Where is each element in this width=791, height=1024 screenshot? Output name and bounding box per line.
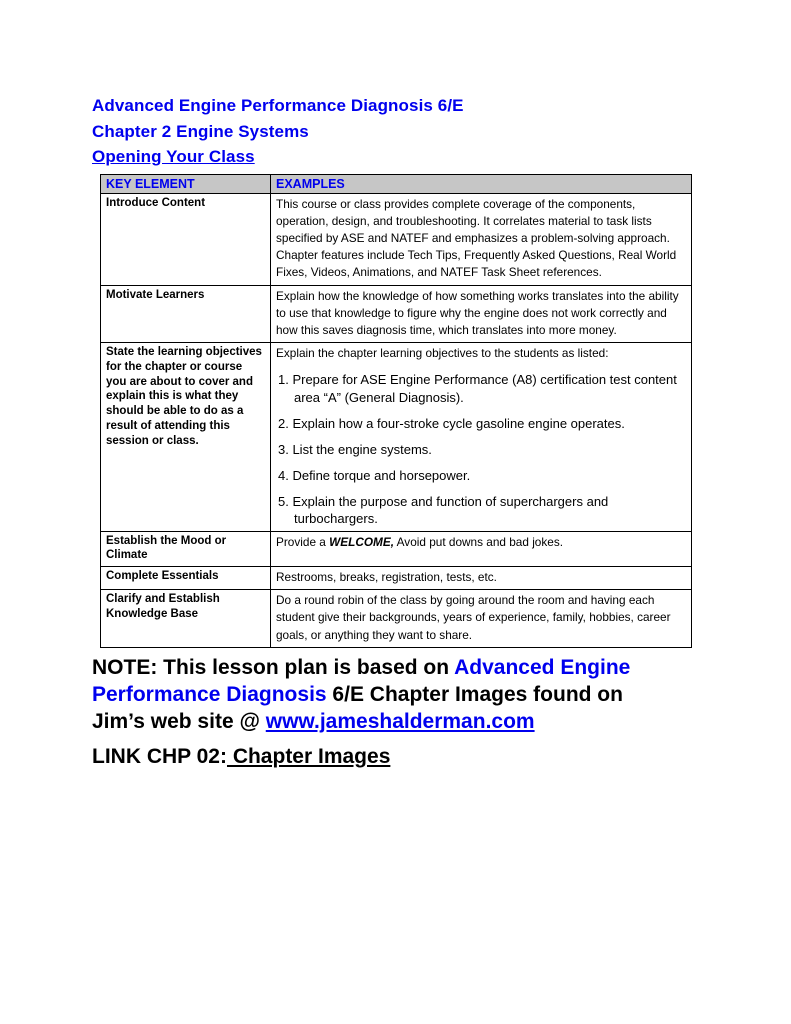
table-header-row bbox=[101, 174, 692, 193]
note-text-middle: 6/E Chapter Images found on Jim’s web site @ bbox=[92, 682, 623, 733]
key-element-table bbox=[100, 174, 692, 648]
key-cell: Introduce Content bbox=[101, 193, 271, 285]
chapter-link-line bbox=[92, 743, 677, 770]
key-cell: Complete Essentials bbox=[101, 567, 271, 590]
table-row-motivate-learners bbox=[101, 285, 692, 343]
table-row-introduce-content bbox=[101, 193, 692, 285]
objective-item-3: 3. List the engine systems. bbox=[278, 441, 432, 457]
objective-item-1: 1. Prepare for ASE Engine Performance (A8) certification test content area “A” (General Diagnosis). bbox=[278, 372, 677, 405]
note-book-highlight: Advanced Engine Performance Diagnosis bbox=[92, 655, 631, 706]
examples-cell bbox=[271, 343, 692, 531]
title-line-section: Opening Your Class bbox=[92, 147, 255, 166]
examples-cell: Restrooms, breaks, registration, tests, etc. bbox=[271, 567, 692, 590]
col-header-examples: EXAMPLES bbox=[271, 174, 692, 193]
title-line-book: Advanced Engine Performance Diagnosis 6/E bbox=[92, 96, 464, 115]
table-row-complete-essentials bbox=[101, 567, 692, 590]
table-row-establish-mood bbox=[101, 531, 692, 566]
title-line-chapter: Chapter 2 Engine Systems bbox=[92, 121, 309, 141]
chapter-images-link[interactable]: Chapter Images bbox=[226, 744, 391, 768]
examples-cell: Explain how the knowledge of how something works translates into the ability to use that knowledge to figure why the engine does not work correctly and how this saves diagnosis time, which translates into more money. bbox=[271, 285, 692, 343]
key-cell: Motivate Learners bbox=[101, 285, 271, 343]
table-row-learning-objectives bbox=[101, 343, 692, 531]
key-cell: Clarify and Establish Knowledge Base bbox=[101, 590, 271, 648]
welcome-emphasis: WELCOME, bbox=[329, 534, 395, 549]
objective-item-5: 5. Explain the purpose and function of superchargers and turbochargers. bbox=[278, 494, 609, 527]
chapter-link-label: LINK CHP 02: bbox=[92, 744, 227, 768]
note-text-prefix: NOTE: This lesson plan is based on bbox=[92, 655, 455, 679]
objective-item-4: 4. Define torque and horsepower. bbox=[278, 468, 471, 484]
mood-text-prefix: Provide a bbox=[276, 534, 330, 549]
key-cell: State the learning objectives for the chapter or course you are about to cover and explain this is what they should be able to do as a result of attending this session or class. bbox=[101, 343, 271, 531]
document-title bbox=[92, 93, 693, 170]
examples-cell: Do a round robin of the class by going around the room and having each student give their backgrounds, years of experience, family, hobbies, career goals, or anything they want to share. bbox=[271, 590, 692, 648]
website-link[interactable]: www.jameshalderman.com bbox=[265, 709, 535, 733]
examples-cell: This course or class provides complete coverage of the components, operation, design, and troubleshooting. It correlates material to task lists specified by ASE and NATEF and emphasizes a problem-solving approach. Chapter features include Tech Tips, Frequently Asked Questions, Real World Fixes, Videos, Animations, and NATEF Task Sheet references. bbox=[271, 193, 692, 285]
key-cell: Establish the Mood or Climate bbox=[101, 531, 271, 566]
objectives-intro: Explain the chapter learning objectives to the students as listed: bbox=[276, 346, 609, 361]
examples-cell bbox=[271, 531, 692, 566]
note-paragraph bbox=[92, 654, 677, 735]
mood-text-suffix: Avoid put downs and bad jokes. bbox=[394, 534, 564, 549]
table-row-clarify-knowledge bbox=[101, 590, 692, 648]
objective-item-2: 2. Explain how a four-stroke cycle gasoline engine operates. bbox=[278, 415, 625, 431]
col-header-key-element: KEY ELEMENT bbox=[101, 174, 271, 193]
